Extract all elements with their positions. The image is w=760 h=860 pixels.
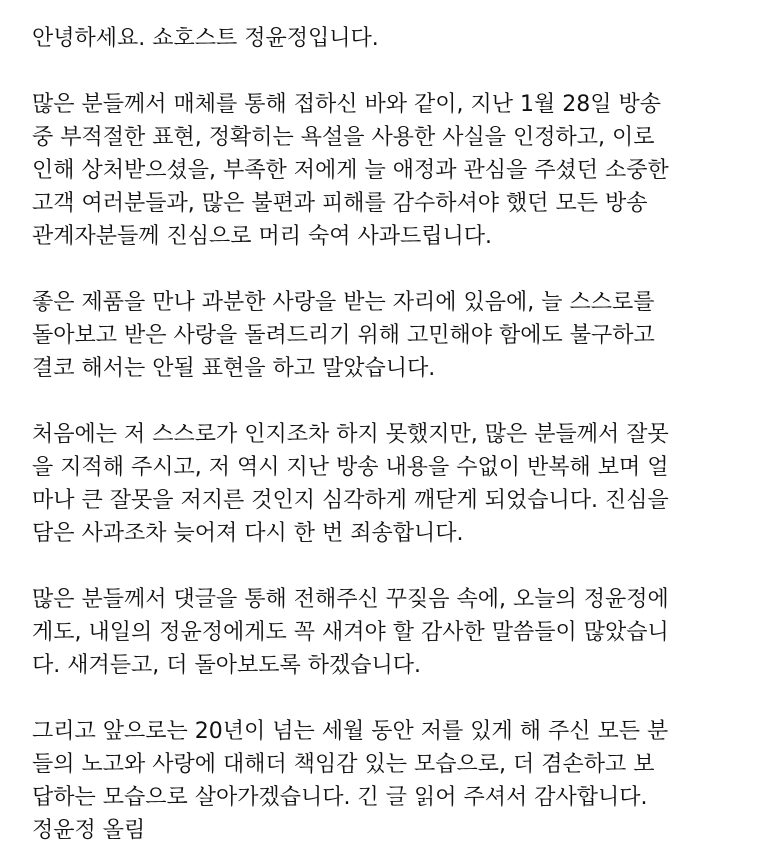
paragraph (32, 286, 732, 385)
paragraph-line: 다. 새겨듣고, 더 돌아보도록 하겠습니다. (32, 653, 421, 678)
paragraph (32, 418, 732, 550)
letter-body (32, 22, 732, 847)
paragraph-line: 게도, 내일의 정윤정에게도 꼭 새겨야 할 감사한 말씀들이 많았습니 (32, 620, 669, 645)
paragraph-line: 관계자분들께 진심으로 머리 숙여 사과드립니다. (32, 224, 493, 249)
signature-line: 정윤정 올림 (32, 818, 146, 843)
paragraph-line: 중 부적절한 표현, 정확히는 욕설을 사용한 사실을 인정하고, 이로 (32, 125, 655, 150)
paragraph-line: 많은 분들께서 댓글을 통해 전해주신 꾸짖음 속에, 오늘의 정윤정에 (32, 587, 669, 612)
paragraph (32, 715, 732, 814)
paragraph (32, 88, 732, 253)
paragraph-line: 좋은 제품을 만나 과분한 사랑을 받는 자리에 있음에, 늘 스스로를 (32, 290, 655, 315)
paragraph-line: 답하는 모습으로 살아가겠습니다. 긴 글 읽어 주셔서 감사합니다. (32, 785, 648, 810)
paragraph-gap (32, 253, 732, 286)
paragraph-gap (32, 550, 732, 583)
paragraph-line: 을 지적해 주시고, 저 역시 지난 방송 내용을 수없이 반복해 보며 얼 (32, 455, 669, 480)
paragraph-line: 많은 분들께서 매체를 통해 접하신 바와 같이, 지난 1월 28일 방송 (32, 92, 661, 117)
paragraph-line: 고객 여러분들과, 많은 불편과 피해를 감수하셔야 했던 모든 방송 (32, 191, 648, 216)
paragraph-gap (32, 55, 732, 88)
paragraph-line: 처음에는 저 스스로가 인지조차 하지 못했지만, 많은 분들께서 잘못 (32, 422, 669, 447)
paragraph-line: 담은 사과조차 늦어져 다시 한 번 죄송합니다. (32, 521, 464, 546)
paragraph (32, 583, 732, 682)
paragraph-line: 인해 상처받으셨을, 부족한 저에게 늘 애정과 관심을 주셨던 소중한 (32, 158, 669, 183)
paragraph-line: 결코 해서는 안될 표현을 하고 말았습니다. (32, 356, 436, 381)
paragraph-line: 들의 노고와 사랑에 대해더 책임감 있는 모습으로, 더 겸손하고 보 (32, 752, 655, 777)
paragraph-line: 돌아보고 받은 사랑을 돌려드리기 위해 고민해야 함에도 불구하고 (32, 323, 655, 348)
paragraph-gap (32, 385, 732, 418)
greeting-line: 안녕하세요. 쇼호스트 정윤정입니다. (32, 26, 379, 51)
paragraph-line: 그리고 앞으로는 20년이 넘는 세월 동안 저를 있게 해 주신 모든 분 (32, 719, 669, 744)
paragraph-line: 마나 큰 잘못을 저지른 것인지 심각하게 깨닫게 되었습니다. 진심을 (32, 488, 669, 513)
paragraph-gap (32, 682, 732, 715)
